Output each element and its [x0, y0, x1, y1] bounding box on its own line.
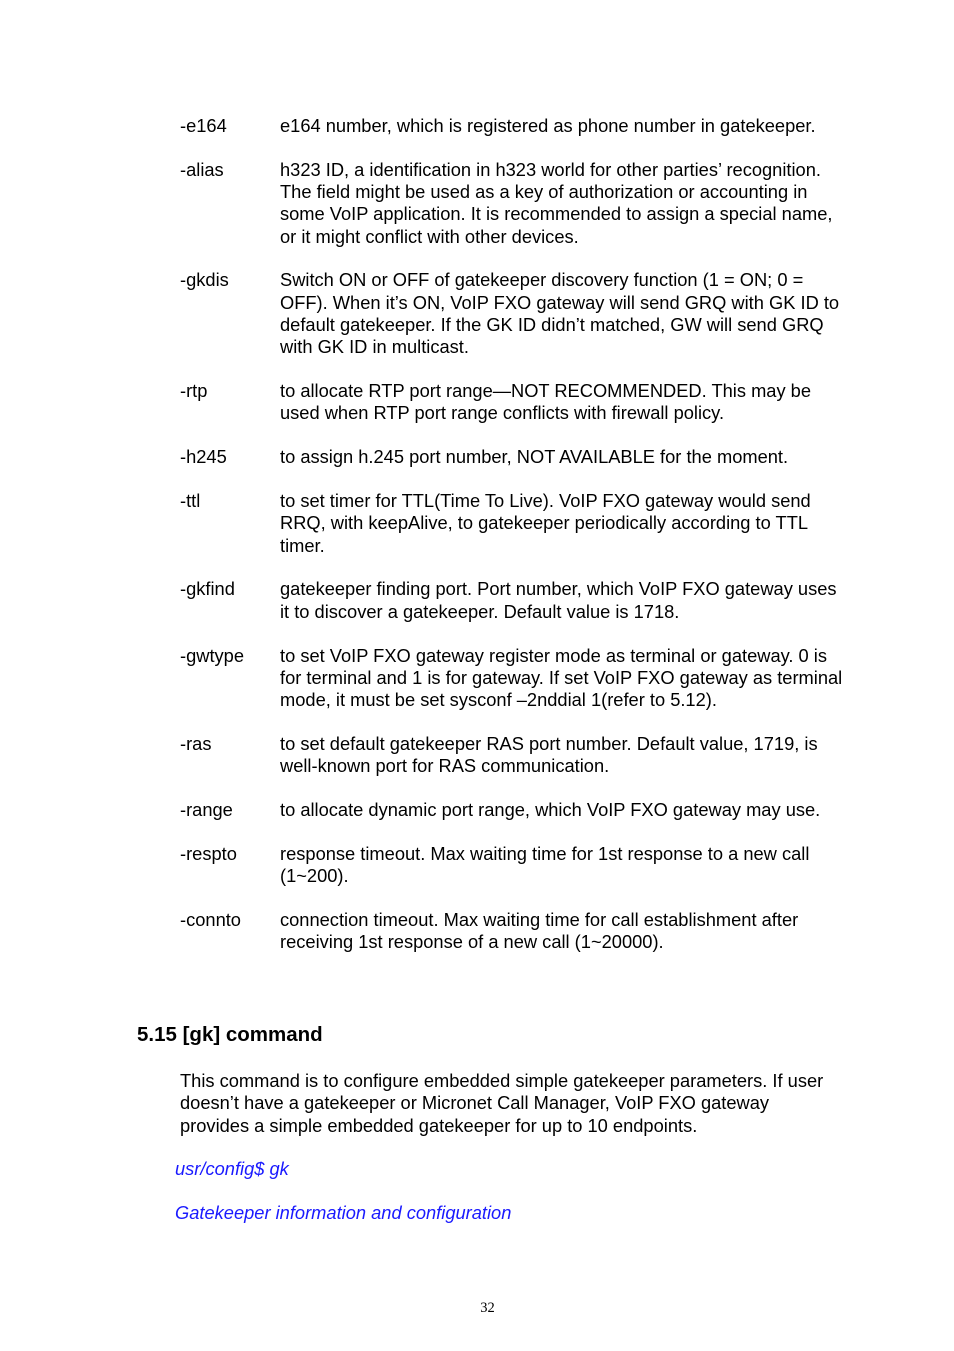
param-ras	[180, 733, 850, 778]
command-example: usr/config$ gk	[175, 1158, 289, 1179]
param-name: -e164	[180, 115, 227, 136]
param-gkdis	[180, 269, 850, 358]
param-name: -gkdis	[180, 269, 229, 291]
param-name: -connto	[180, 908, 241, 930]
param-connto	[180, 909, 850, 954]
section-intro: This command is to configure embedded simple gatekeeper parameters. If user doesn’t have a gatekeeper or Micronet Call Manager, VoIP FXO gateway provides a simple embedded gatekeeper for up to 10 endpoints.	[180, 1070, 824, 1136]
param-description: to set timer for TTL(Time To Live). VoIP FXO gateway would send RRQ, with keepAlive, to gatekeeper periodically according to TTL timer.	[280, 490, 811, 556]
param-gkfind	[180, 578, 850, 623]
param-alias	[180, 159, 850, 248]
param-description: connection timeout. Max waiting time for call establishment after receiving 1st response of a new call (1~20000).	[280, 908, 799, 953]
param-description: to allocate RTP port range—NOT RECOMMENDED. This may be used when RTP port range conflicts with firewall policy.	[280, 380, 812, 424]
param-description: to allocate dynamic port range, which VoIP FXO gateway may use.	[280, 799, 821, 821]
param-ttl	[180, 490, 850, 557]
param-description: h323 ID, a identification in h323 world for other parties’ recognition. The field might be used as a key of authorization or accounting in some VoIP application. It is recommended to assign a special name, or it might conflict with other devices.	[280, 158, 833, 247]
param-name: -gkfind	[180, 578, 235, 600]
param-respto	[180, 843, 850, 888]
param-description: response timeout. Max waiting time for 1st response to a new call (1~200).	[280, 842, 810, 887]
param-name: -ras	[180, 732, 212, 754]
param-name: -respto	[180, 842, 237, 864]
parameter-list	[180, 115, 850, 975]
section-heading: 5.15 [gk] command	[137, 1023, 323, 1046]
param-description: e164 number, which is registered as phone number in gatekeeper.	[280, 115, 816, 136]
param-description: gatekeeper finding port. Port number, which VoIP FXO gateway uses it to discover a gatekeeper. Default value is 1718.	[280, 578, 837, 622]
param-description: Switch ON or OFF of gatekeeper discovery function (1 = ON; 0 = OFF). When it’s ON, VoIP FXO gateway will send GRQ with GK ID to default gatekeeper. If the GK ID didn’t matched, GW will send GRQ with GK ID in multicast.	[280, 269, 840, 358]
param-e164	[180, 115, 850, 137]
param-name: -ttl	[180, 490, 201, 512]
param-gwtype	[180, 645, 850, 712]
param-name: -alias	[180, 158, 224, 180]
param-description: to assign h.245 port number, NOT AVAILABLE for the moment.	[280, 446, 789, 468]
page-number: 32	[480, 1300, 495, 1316]
param-h245	[180, 446, 850, 468]
param-name: -h245	[180, 446, 227, 468]
param-description: to set default gatekeeper RAS port number. Default value, 1719, is well-known port for RAS communication.	[280, 732, 818, 777]
param-description: to set VoIP FXO gateway register mode as terminal or gateway. 0 is for terminal and 1 is for gateway. If set VoIP FXO gateway as terminal mode, it must be set sysconf –2nddial 1(refer to 5.12).	[280, 644, 843, 711]
param-range	[180, 799, 850, 821]
command-caption: Gatekeeper information and configuration	[175, 1202, 512, 1223]
param-name: -range	[180, 799, 233, 821]
param-name: -rtp	[180, 380, 208, 402]
param-name: -gwtype	[180, 644, 245, 666]
param-rtp	[180, 380, 850, 425]
